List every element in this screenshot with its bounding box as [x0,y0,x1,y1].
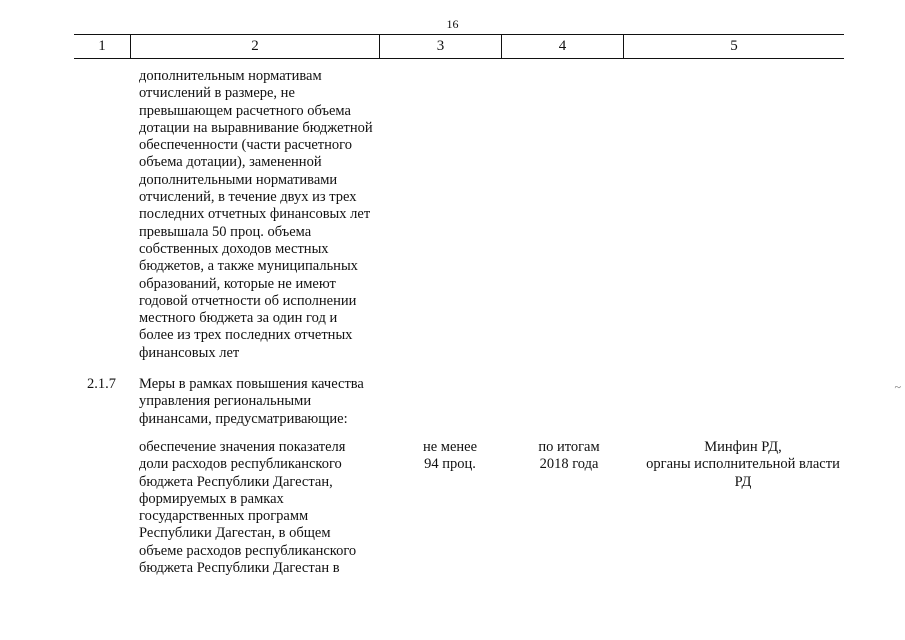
text-line: 94 проц. [424,456,476,473]
text-line: не менее [422,439,478,455]
column-header-3: 3 [379,35,501,58]
text-line: доли расходов республиканского [139,456,342,473]
text-line: органы исполнительной власти [646,456,840,473]
text-line: управления региональными [139,393,312,410]
text-line: бюджета Республики Дагестан в [139,560,340,577]
column-header-4: 4 [501,35,623,58]
column-header-1: 1 [98,38,106,54]
text-line: последних отчетных финансовых лет [139,206,371,223]
subitem-responsible [630,439,856,491]
text-line: годовой отчетности об исполнении [139,292,357,309]
text-line: 2018 года [539,456,599,473]
column-number-header [74,34,844,59]
column-header-2: 2 [130,35,379,58]
text-line: отчислений, в течение двух из трех [139,189,357,206]
column-header-5: 5 [623,35,844,58]
text-line: превышала 50 проц. объема [139,223,312,240]
text-line: формируемых в рамках [139,490,284,507]
subitem-description [139,439,356,577]
text-line: РД [734,473,752,490]
text-line: дополнительным нормативам [139,68,322,84]
row-number: 2.1.7 [87,376,116,392]
text-line: объема дотации), замененной [139,154,322,171]
text-line: дотации на выравнивание бюджетной [139,119,373,136]
text-line: объеме расходов республиканского [139,542,357,559]
row-description [139,376,364,428]
text-line: по итогам [538,439,600,455]
text-line: обеспеченности (части расчетного [139,137,352,154]
text-line: Меры в рамках повышения качества [139,376,364,392]
text-line: государственных программ [139,508,309,525]
continued-description [139,68,373,362]
text-line: бюджета Республики Дагестан, [139,473,333,490]
text-line: превышающем расчетного объема [139,102,351,119]
subitem-target-value [400,439,500,474]
text-line: обеспечение значения показателя [139,439,346,455]
text-line: более из трех последних отчетных [139,327,353,344]
text-line: Минфин РД, [704,439,782,455]
text-line: отчислений в размере, не [139,85,295,102]
text-line: дополнительными нормативами [139,171,338,188]
text-line: Республики Дагестан, в общем [139,525,331,542]
scan-artifact-icon: ~ [894,380,901,394]
text-line: финансовых лет [139,344,240,361]
text-line: местного бюджета за один год и [139,310,338,327]
subitem-deadline [508,439,630,474]
page-number: 16 [446,17,459,31]
text-line: финансами, предусматривающие: [139,410,348,427]
text-line: образований, которые не имеют [139,275,336,292]
text-line: бюджетов, а также муниципальных [139,258,358,275]
text-line: собственных доходов местных [139,240,329,257]
